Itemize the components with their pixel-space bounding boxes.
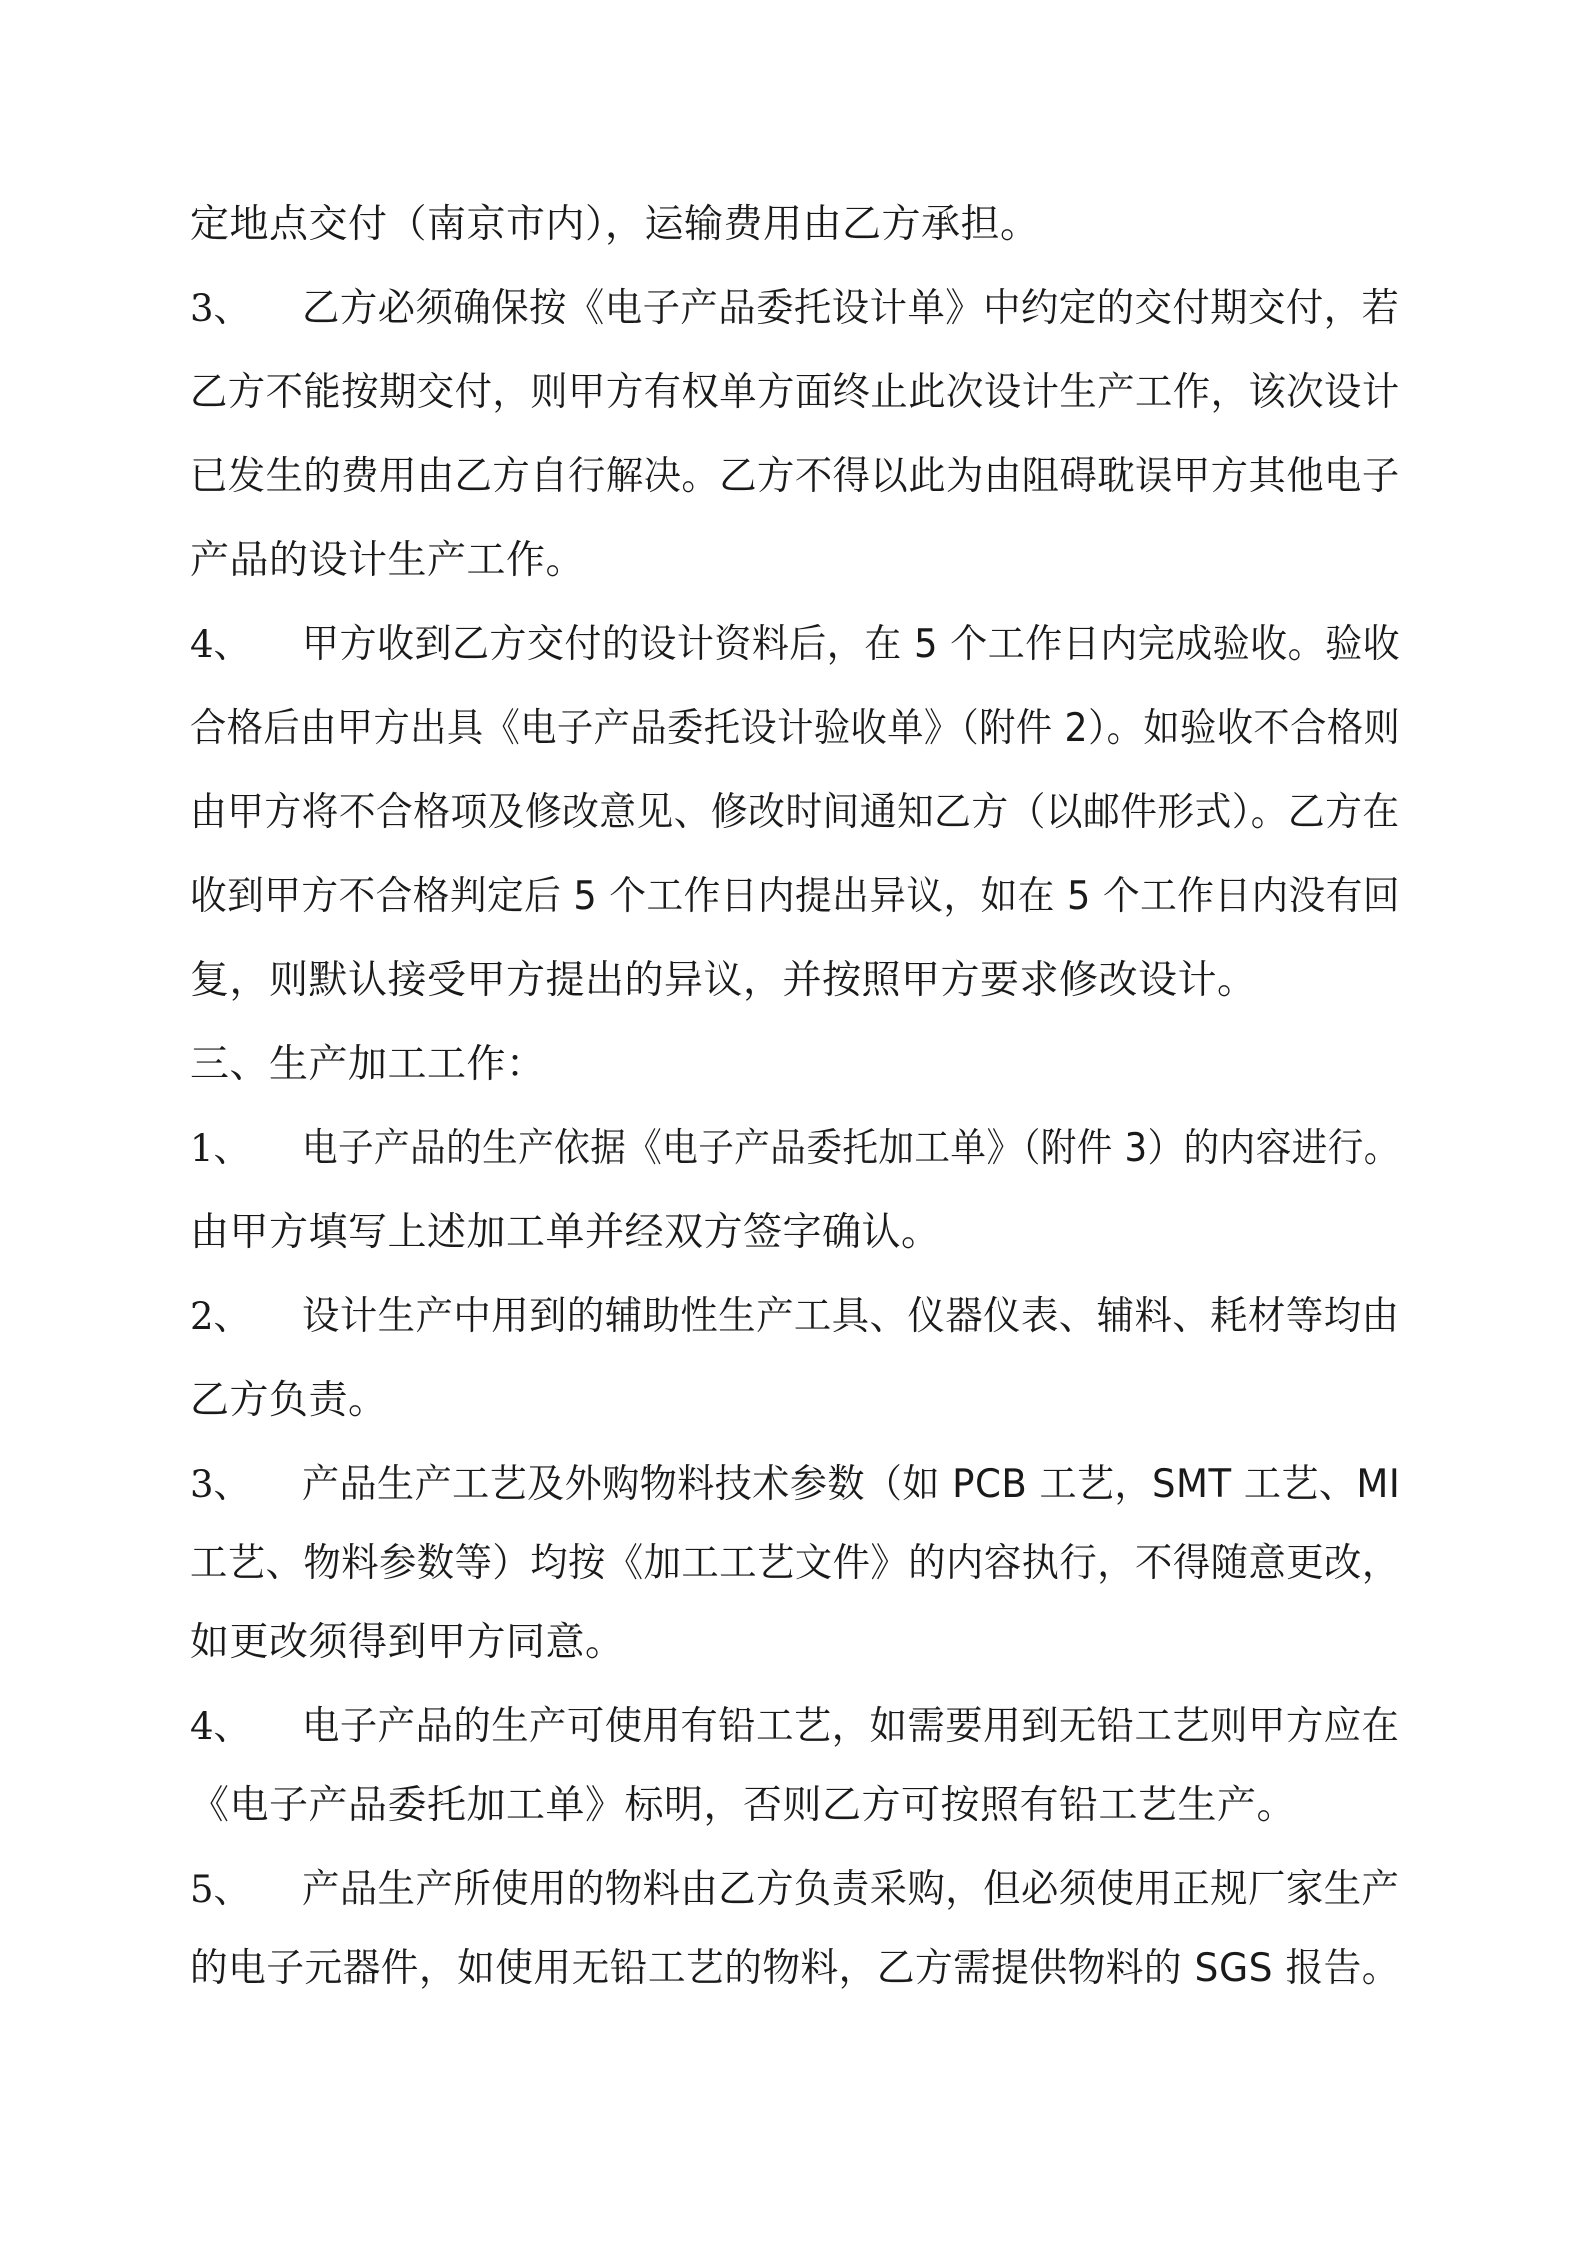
text-line: 产品的设计生产工作。 xyxy=(190,538,586,583)
text-line: 设计生产中用到的辅助性生产工具、仪器仪表、辅料、耗材等均由 xyxy=(302,1294,1400,1339)
item-number: 4、 xyxy=(190,623,251,666)
text-line: 合格后由甲方出具《电子产品委托设计验收单》（附件 2）。如验收不合格则 xyxy=(190,706,1401,751)
text-line: 产品生产工艺及外购物料技术参数（如 PCB 工艺，SMT 工艺、MI xyxy=(302,1462,1401,1507)
text-line: 产品生产所使用的物料由乙方负责采购，但必须使用正规厂家生产 xyxy=(302,1867,1400,1912)
text-line: 电子产品的生产依据《电子产品委托加工单》（附件 3）的内容进行。 xyxy=(302,1126,1400,1171)
text-line: 电子产品的生产可使用有铅工艺，如需要用到无铅工艺则甲方应在 xyxy=(302,1704,1400,1749)
text-line: 《电子产品委托加工单》标明，否则乙方可按照有铅工艺生产。 xyxy=(190,1783,1297,1828)
text-line: 乙方必须确保按《电子产品委托设计单》中约定的交付期交付，若 xyxy=(302,286,1400,331)
text-line: 定地点交付（南京市内），运输费用由乙方承担。 xyxy=(190,202,1040,247)
text-line: 由甲方将不合格项及修改意见、修改时间通知乙方（以邮件形式）。乙方在 xyxy=(190,790,1400,835)
text-line: 甲方收到乙方交付的设计资料后，在 5 个工作日内完成验收。验收 xyxy=(302,622,1401,667)
item-number: 5、 xyxy=(190,1868,251,1911)
item-number: 2、 xyxy=(190,1295,251,1338)
text-line: 复，则默认接受甲方提出的异议，并按照甲方要求修改设计。 xyxy=(190,958,1257,1003)
text-line: 乙方不能按期交付，则甲方有权单方面终止此次设计生产工作，该次设计 xyxy=(190,370,1400,415)
text-line: 收到甲方不合格判定后 5 个工作日内提出异议，如在 5 个工作日内没有回 xyxy=(190,874,1400,919)
text-line: 已发生的费用由乙方自行解决。乙方不得以此为由阻碍耽误甲方其他电子 xyxy=(190,454,1400,499)
item-number: 3、 xyxy=(190,287,251,330)
item-number: 3、 xyxy=(190,1463,251,1506)
text-line: 由甲方填写上述加工单并经双方签字确认。 xyxy=(190,1210,941,1255)
text-line: 工艺、物料参数等）均按《加工工艺文件》的内容执行，不得随意更改， xyxy=(190,1541,1400,1586)
item-number: 1、 xyxy=(190,1127,251,1170)
text-line: 如更改须得到甲方同意。 xyxy=(190,1620,625,1665)
item-number: 4、 xyxy=(190,1705,251,1748)
text-line: 乙方负责。 xyxy=(190,1378,388,1423)
section-heading: 三、生产加工工作： xyxy=(190,1042,546,1087)
text-line: 的电子元器件，如使用无铅工艺的物料，乙方需提供物料的 SGS 报告。 xyxy=(190,1946,1400,1991)
